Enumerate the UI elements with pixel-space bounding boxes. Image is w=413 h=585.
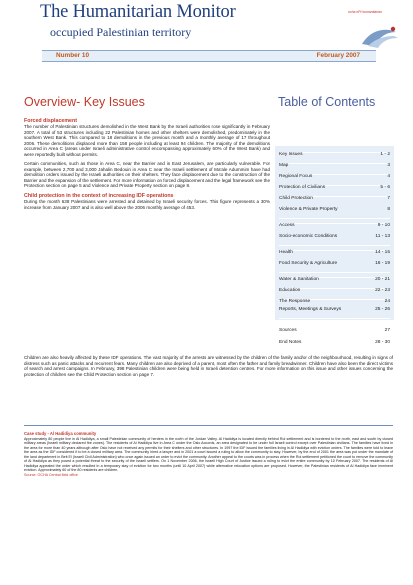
child-protection-heading: Child protection in the context of increasing IDF operations: [24, 193, 174, 200]
toc-item[interactable]: Socio-economic Conditions 11 - 13: [279, 234, 390, 246]
case-study-title: Case study - Al Hadidiya community: [24, 431, 97, 436]
case-study-body: Approximately 80 people live in Al Hadidiya, a small Palestinian community of herders in the north of the Jordan Valley. Al Hadidiya is located directly behind Roi settlement and is bordered to the north, east and south by closed military areas (Israeli military declared fire zones). The residents of Al Hadidiya live in Area C under the Oslo Accords, an area designated to be under full Israeli control except over Palestinian civilians. The families have lived in the area for more than 40 years although after Oslo have not received any permits for their shelters and other structures. In 1997 the IDF issued the families living in Al Hadidiya with eviction orders. The families were told to leave the area as the IDF considered it to be a closed military area. The community hired a lawyer and in 2001 a court issued a ruling to allow the community to stay. However, by the end of 2001 the area was put under the mandate of the land department in Beit El (Israeli Civil Administration) who once again issued an order to evict the community. Another appeal to the courts was in process when the Roi settlement petitioned the court to remove the community of Al Hadidiya as they posed a potential threat to the security of the Israeli settlers. On 1 November 2006, the Israeli High Court of Justice issued a ruling to evict the entire community by 10 February 2007. The residents of Al Hadidiya appealed the order which resulted in a temporary stay of eviction for two months (until 10 April 2007) while alternative relocation options are proposed. However, the Palestinian residents of Al Hadidiya face imminent eviction. Approximately 60 of the 80 residents are children.: [24, 436, 393, 473]
toc-item[interactable]: Food Security & Agriculture 16 - 19: [279, 261, 390, 273]
toc-item[interactable]: Protection of Civilians 5 - 6: [279, 185, 390, 190]
left-column: [24, 118, 270, 214]
toc-item[interactable]: End Notes 28 - 30: [279, 340, 390, 345]
case-study-box: [24, 425, 393, 528]
paragraph-arrests: During the month 638 Palestinians were arrested and detained by Israeli security forces. This figure represents a 30% increase from January 2007 and is also well above the 2006 monthly average of 453.: [24, 199, 270, 210]
masthead-title: The Humanitarian Monitor: [40, 2, 236, 22]
toc-item[interactable]: Reports, Meetings & Surveys 25 - 26: [279, 307, 390, 319]
toc-item[interactable]: Education 22 - 23: [279, 288, 390, 293]
toc-item[interactable]: Map 3: [279, 163, 390, 168]
logo-mark-icon: [360, 24, 400, 50]
paragraph-demolitions: The number of Palestinian structures demolished in the West Bank by the Israeli authorities rose significantly in February 2007. A total of 53 structures including 22 Palestinian homes and other shelters were demolished, predominately in the southern West Bank. This compared to 18 demolitions in the previous month and a monthly average of 17 throughout 2006. These demolitions displaced more than 158 people including at least 94 children. The majority of the demolitions occurred in Area C (areas under Israeli administrative control encompassing approximately 60% of the West Bank) and were reportedly built without permits.: [24, 124, 270, 157]
masthead-subtitle: occupied Palestinian territory: [50, 25, 192, 39]
toc-item[interactable]: Child Protection 7: [279, 196, 390, 201]
issue-bar: [42, 50, 376, 62]
toc-item[interactable]: Regional Focus 4: [279, 174, 390, 179]
toc-item[interactable]: Key Issues 1 - 2: [279, 152, 390, 157]
overview-heading: Overview- Key Issues: [24, 95, 145, 109]
table-of-contents: [275, 146, 394, 320]
issue-number: Number 10: [56, 52, 90, 59]
toc-item[interactable]: The Response 24: [279, 299, 390, 304]
toc-item[interactable]: Violence & Private Property 8: [279, 207, 390, 219]
issue-date: February 2007: [316, 52, 360, 59]
toc-item[interactable]: Access 9 - 10: [279, 223, 390, 228]
forced-displacement-heading: Forced displacement: [24, 118, 77, 124]
paragraph-vulnerable-communities: Certain communities, such as those in Area C, near the Barrier and in East Jerusalem, are particularly vulnerable. For example, between 2,700 and 3,000 Jahalin Bedouin in Area C near the Israeli settlement of Ma'ale Adummim have had demolition orders issued by the Israeli authorities on their shelters. They face displacement due to the construction of the Barrier and the expansion of the settlement. For more information on forced displacement and the legal framework see the Protection section on page 5 and Violence and Private Property section on page 8.: [24, 161, 270, 189]
children-paragraph: Children are also heavily affected by these IDF operations. The vast majority of the arrests are witnessed by the children of the family and/or of the neighbourhood, resulting in signs of distress such as panic attacks and recurrent fears. Many children are also deprived of a parent, most often the father and family breadwinner. Children have also been the direct victims of search and arrest campaigns. In February, 398 Palestinian children were being held in Israeli detention centres. For more information on this issue and other issues concerning the protection of children see the Child Protection section on page 7.: [24, 355, 393, 377]
toc-item[interactable]: Water & Sanitation 20 - 21: [279, 277, 390, 282]
toc-heading: Table of Contents: [278, 95, 376, 109]
case-study-source: Source: OCHA Central field office: [24, 472, 78, 477]
logo-text: ocha oPt humanitarian: [348, 10, 382, 14]
toc-item[interactable]: Sources 27: [279, 328, 390, 333]
toc-item[interactable]: Health 14 - 15: [279, 250, 390, 255]
ocha-logo: [348, 10, 403, 52]
